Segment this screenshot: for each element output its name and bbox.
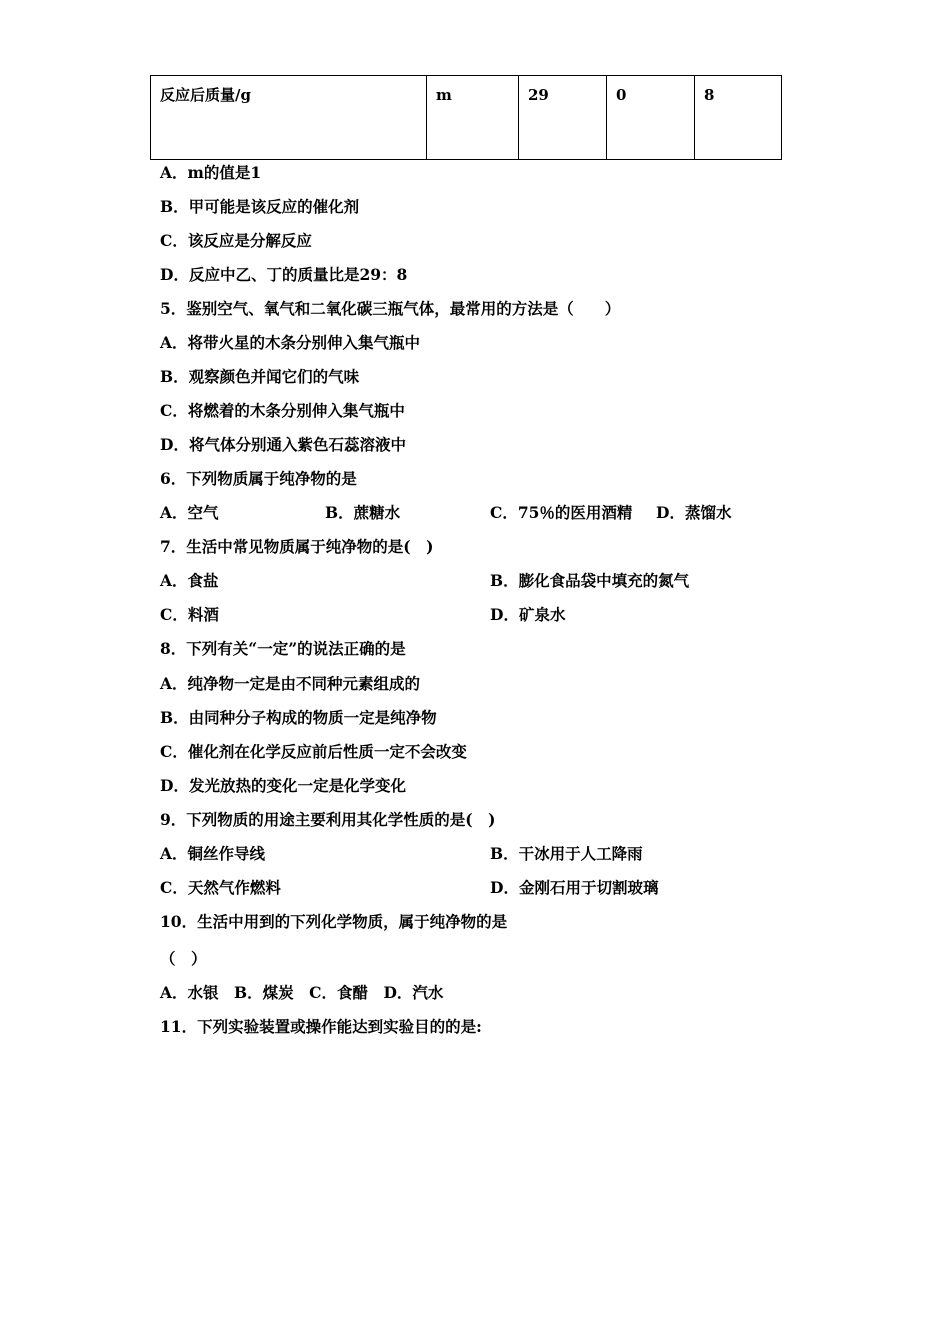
q10-stem: 10．生活中用到的下列化学物质，属于纯净物的是 <box>160 912 508 931</box>
q7-stem: 7．生活中常见物质属于纯净物的是( ) <box>160 537 434 556</box>
q4-option-b: B．甲可能是该反应的催化剂 <box>160 197 360 216</box>
q5-option-c: C．将燃着的木条分别伸入集气瓶中 <box>160 401 405 420</box>
q11-stem: 11．下列实验装置或操作能达到实验目的的是: <box>160 1017 482 1036</box>
q6-option-d: D．蒸馏水 <box>656 503 732 522</box>
q5-stem: 5．鉴别空气、氧气和二氧化碳三瓶气体，最常用的方法是（ ） <box>160 299 621 318</box>
q9-option-d: D．金刚石用于切割玻璃 <box>490 878 659 897</box>
q5-option-d: D．将气体分别通入紫色石蕊溶液中 <box>160 435 406 454</box>
reaction-data-table <box>150 75 782 160</box>
q8-stem: 8．下列有关“一定”的说法正确的是 <box>160 639 406 658</box>
q6-stem: 6．下列物质属于纯净物的是 <box>160 469 357 488</box>
q8-option-c: C．催化剂在化学反应前后性质一定不会改变 <box>160 742 467 761</box>
table-row <box>151 76 782 160</box>
q5-option-b: B．观察颜色并闻它们的气味 <box>160 367 360 386</box>
q7-option-c: C．料酒 <box>160 605 219 624</box>
q8-option-a: A．纯净物一定是由不同种元素组成的 <box>160 674 421 693</box>
q6-option-b: B．蔗糖水 <box>325 503 401 522</box>
table-cell: 0 <box>607 76 695 160</box>
q8-option-d: D．发光放热的变化一定是化学变化 <box>160 776 406 795</box>
q7-option-a: A．食盐 <box>160 571 219 590</box>
q10-options: A．水银 B．煤炭 C．食醋 D．汽水 <box>160 983 444 1002</box>
q8-option-b: B．由同种分子构成的物质一定是纯净物 <box>160 708 437 727</box>
q6-option-a: A．空气 <box>160 503 219 522</box>
q6-option-c: C．75％的医用酒精 <box>490 503 633 522</box>
table-cell: 29 <box>519 76 607 160</box>
q10-answer-paren: （ ） <box>160 949 207 968</box>
q7-option-b: B．膨化食品袋中填充的氮气 <box>490 571 690 590</box>
q7-option-d: D．矿泉水 <box>490 605 566 624</box>
q5-option-a: A．将带火星的木条分别伸入集气瓶中 <box>160 333 421 352</box>
table-cell: 8 <box>695 76 782 160</box>
q4-option-c: C．该反应是分解反应 <box>160 231 312 250</box>
q9-option-b: B．干冰用于人工降雨 <box>490 844 643 863</box>
table-row-label: 反应后质量/g <box>151 76 427 160</box>
q4-option-a: A．m的值是1 <box>160 163 262 182</box>
q9-stem: 9．下列物质的用途主要利用其化学性质的是( ) <box>160 810 496 829</box>
q4-option-d: D．反应中乙、丁的质量比是29：8 <box>160 265 408 284</box>
q9-option-a: A．铜丝作导线 <box>160 844 266 863</box>
table-cell: m <box>427 76 519 160</box>
q9-option-c: C．天然气作燃料 <box>160 878 281 897</box>
